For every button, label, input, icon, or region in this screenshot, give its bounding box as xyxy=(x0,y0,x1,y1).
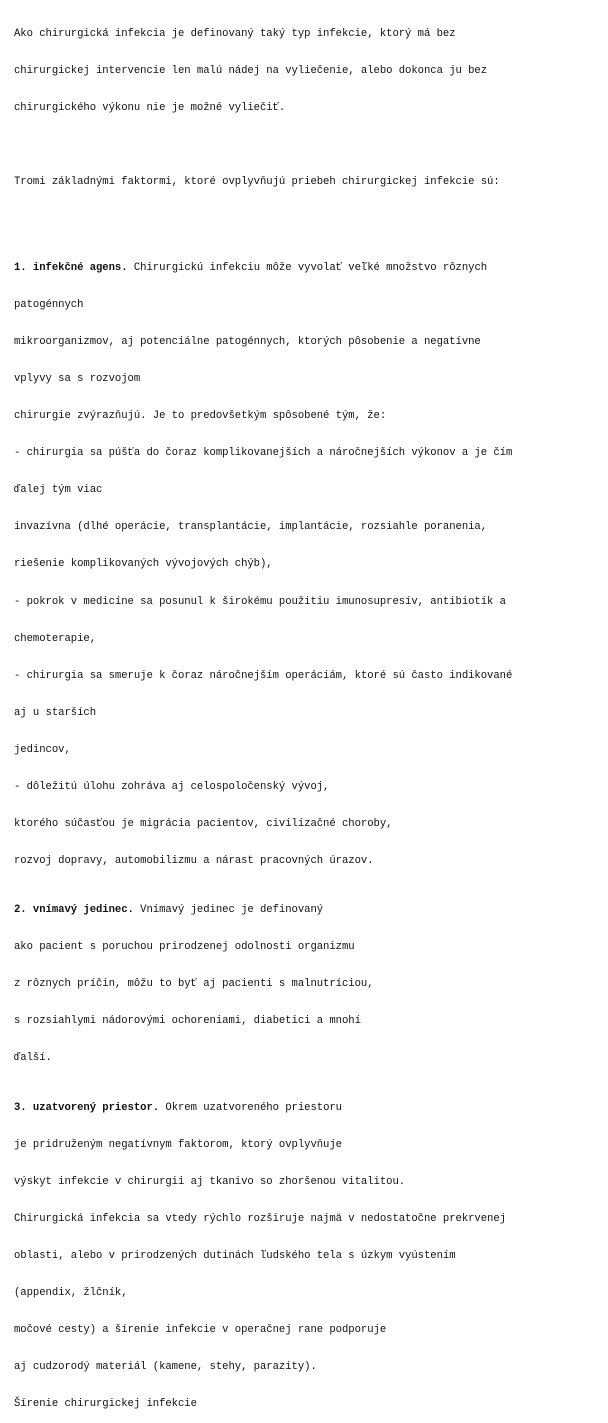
intro-line: chirurgickej intervencie len malú nádej na vyliečenie, alebo dokonca ju bez xyxy=(14,64,488,77)
factors-lead: Tromi základnými faktormi, ktoré ovplyvňujú priebeh chirurgickej infekcie sú: xyxy=(14,175,500,188)
intro-line: Ako chirurgická infekcia je definovaný taký typ infekcie, ktorý má bez xyxy=(14,27,456,40)
agens-line: chirurgie zvýrazňujú. Je to predovšetkým spôsobené tým, že: xyxy=(14,410,387,423)
agens-line: Chirurgickú infekciu môže vyvolať veľké množstvo rôznych xyxy=(127,262,488,275)
agens-line: rozvoj dopravy, automobilizmu a nárast pracovných úrazov. xyxy=(14,854,374,867)
jedinec-line: z rôznych príčin, môžu to byť aj pacienti s malnutríciou, xyxy=(14,978,374,991)
agens-line: chemoterapie, xyxy=(14,632,96,645)
jedinec-line: ako pacient s poruchou prirodzenej odolnosti organizmu xyxy=(14,941,355,954)
blank-line xyxy=(14,213,604,225)
agens-heading: 1. infekčné agens. xyxy=(14,262,128,275)
priestor-line: je pridruženým negatívnym faktorom, ktorý ovplyvňuje xyxy=(14,1138,342,1151)
agens-line: aj u starších xyxy=(14,706,96,719)
agens-line: ktorého súčasťou je migrácia pacientov, civilizačné choroby, xyxy=(14,817,393,830)
priestor-line: Šírenie chirurgickej infekcie xyxy=(14,1397,197,1410)
agens-line: vplyvy sa s rozvojom xyxy=(14,373,141,386)
jedinec-line: s rozsiahlymi nádorovými ochoreniami, diabetici a mnohí xyxy=(14,1015,361,1028)
priestor-line: Okrem uzatvoreného priestoru xyxy=(159,1101,342,1114)
agens-line: - chirurgia sa púšťa do čoraz komplikovanejších a náročnejších výkonov a je čím xyxy=(14,447,513,460)
jedinec-heading: 2. vnímavý jedinec. xyxy=(14,904,134,917)
priestor-heading: 3. uzatvorený priestor. xyxy=(14,1101,160,1114)
agens-line: ďalej tým viac xyxy=(14,484,103,497)
agens-first-line xyxy=(14,262,604,274)
intro-line: chirurgického výkonu nie je možné vyliečiť. xyxy=(14,101,286,114)
priestor-first-line xyxy=(14,1102,604,1114)
agens-line: - pokrok v medicíne sa posunul k širokému použitiu imunosupresív, antibiotík a xyxy=(14,595,506,608)
agens-line: - chirurgia sa smeruje k čoraz náročnejším operáciám, ktoré sú často indikované xyxy=(14,669,513,682)
jedinec-first-line xyxy=(14,904,604,916)
priestor-line: močové cesty) a šírenie infekcie v operačnej rane podporuje xyxy=(14,1323,387,1336)
agens-line: jedincov, xyxy=(14,743,71,756)
blank-line xyxy=(14,139,604,151)
priestor-line: oblasti, alebo v prirodzených dutinách ľudského tela s úzkym vyústením xyxy=(14,1249,456,1262)
priestor-line: (appendix, žlčník, xyxy=(14,1286,128,1299)
priestor-line: výskyt infekcie v chirurgii aj tkanivo so zhoršenou vitalitou. xyxy=(14,1175,406,1188)
priestor-line: Chirurgická infekcia sa vtedy rýchlo rozširuje najmä v nedostatočne prekrvenej xyxy=(14,1212,506,1225)
agens-line: mikroorganizmov, aj potenciálne patogénnych, ktorých pôsobenie a negatívne xyxy=(14,336,481,349)
jedinec-line: ďalší. xyxy=(14,1052,52,1065)
jedinec-line: Vnímavý jedinec je definovaný xyxy=(133,904,324,917)
agens-line: riešenie komplikovaných vývojových chýb), xyxy=(14,558,273,571)
agens-line: patogénnych xyxy=(14,299,84,312)
agens-line: - dôležitú úlohu zohráva aj celospoločenský vývoj, xyxy=(14,780,330,793)
priestor-line: aj cudzorodý materiál (kamene, stehy, parazity). xyxy=(14,1360,317,1373)
agens-line: invazívna (dlhé operácie, transplantácie, implantácie, rozsiahle poranenia, xyxy=(14,521,488,534)
